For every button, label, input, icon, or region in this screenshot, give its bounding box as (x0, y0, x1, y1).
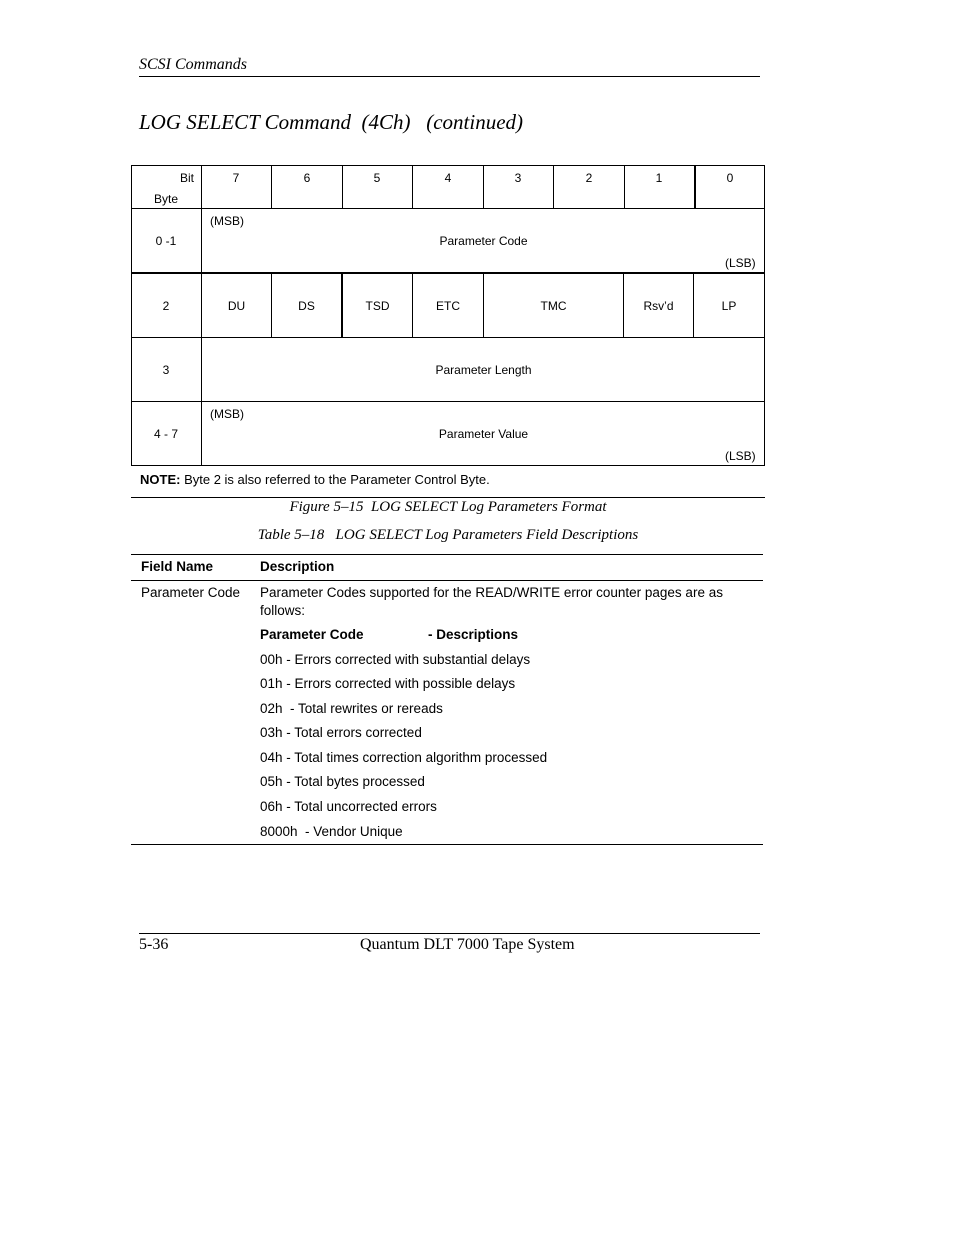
bit-corner-label: Bit (179, 171, 194, 185)
grid-line (131, 465, 765, 466)
tmc-field: TMC (540, 298, 567, 313)
msb-marker: (MSB) (210, 214, 244, 228)
running-header: SCSI Commands (139, 56, 248, 73)
code-list-item: 8000h - Vendor Unique (260, 824, 403, 839)
bit-header: 5 (373, 171, 381, 185)
bit-header: 1 (655, 171, 663, 185)
bit-header: 6 (303, 171, 311, 185)
code-list-item: 03h - Total errors corrected (260, 725, 422, 740)
parameter-length-field: Parameter Length (435, 362, 532, 377)
code-list-item: 01h - Errors corrected with possible delays (260, 676, 516, 691)
code-list-item: 00h - Errors corrected with substantial delays (260, 652, 531, 667)
bit-header: 7 (232, 171, 240, 185)
du-field: DU (227, 298, 246, 313)
figure-caption: Figure 5–15 LOG SELECT Log Parameters Format (289, 499, 607, 515)
description-intro-line: Parameter Codes supported for the READ/WRITE error counter pages are as (260, 585, 723, 600)
note-text: Byte 2 is also referred to the Parameter Control Byte. (180, 472, 490, 487)
byte-label: 4 - 7 (153, 426, 178, 441)
code-list-item: 06h - Total uncorrected errors (260, 799, 437, 814)
column-header-description: Description (260, 559, 335, 574)
description-intro-line: follows: (260, 603, 306, 618)
code-list-item: 02h - Total rewrites or rereads (260, 701, 443, 716)
byte-label: 3 (162, 362, 170, 377)
header-rule (139, 76, 760, 77)
table-top-rule (131, 554, 763, 555)
subheader-parameter-code: Parameter Code (260, 627, 364, 642)
subheader-descriptions: - Descriptions (428, 627, 519, 642)
reserved-field: Rsv’d (643, 298, 674, 313)
bit-header: 2 (585, 171, 593, 185)
tsd-field: TSD (365, 298, 390, 313)
bit-header: 0 (726, 171, 734, 185)
lsb-marker: (LSB) (725, 256, 756, 270)
bit-header: 4 (444, 171, 452, 185)
parameter-code-field: Parameter Code (439, 234, 528, 248)
footer-rule (139, 933, 760, 934)
field-name-cell: Parameter Code (141, 585, 241, 600)
code-list-item: 04h - Total times correction algorithm processed (260, 750, 548, 765)
footer-doc-title: Quantum DLT 7000 Tape System (360, 936, 575, 953)
figure-note (140, 472, 490, 487)
table-header-rule (131, 580, 763, 581)
lp-field: LP (721, 298, 737, 313)
msb-marker: (MSB) (210, 407, 244, 421)
log-parameters-format-figure (131, 165, 765, 465)
parameter-value-field: Parameter Value (438, 426, 529, 441)
ds-field: DS (298, 298, 315, 313)
section-title: LOG SELECT Command (4Ch) (continued) (139, 110, 524, 134)
note-rule (131, 497, 765, 498)
byte-corner-label: Byte (153, 192, 178, 206)
note-label: NOTE: (140, 472, 181, 487)
lsb-marker: (LSB) (725, 449, 756, 463)
byte-label: 2 (162, 298, 170, 313)
code-list-item: 05h - Total bytes processed (260, 774, 425, 789)
etc-field: ETC (436, 298, 460, 313)
page-number: 5-36 (139, 936, 169, 953)
column-header-field-name: Field Name (141, 559, 214, 574)
byte-label: 0 -1 (155, 234, 177, 248)
bit-header: 3 (514, 171, 522, 185)
table-caption: Table 5–18 LOG SELECT Log Parameters Field Descriptions (257, 527, 639, 543)
table-bottom-rule (131, 844, 763, 845)
